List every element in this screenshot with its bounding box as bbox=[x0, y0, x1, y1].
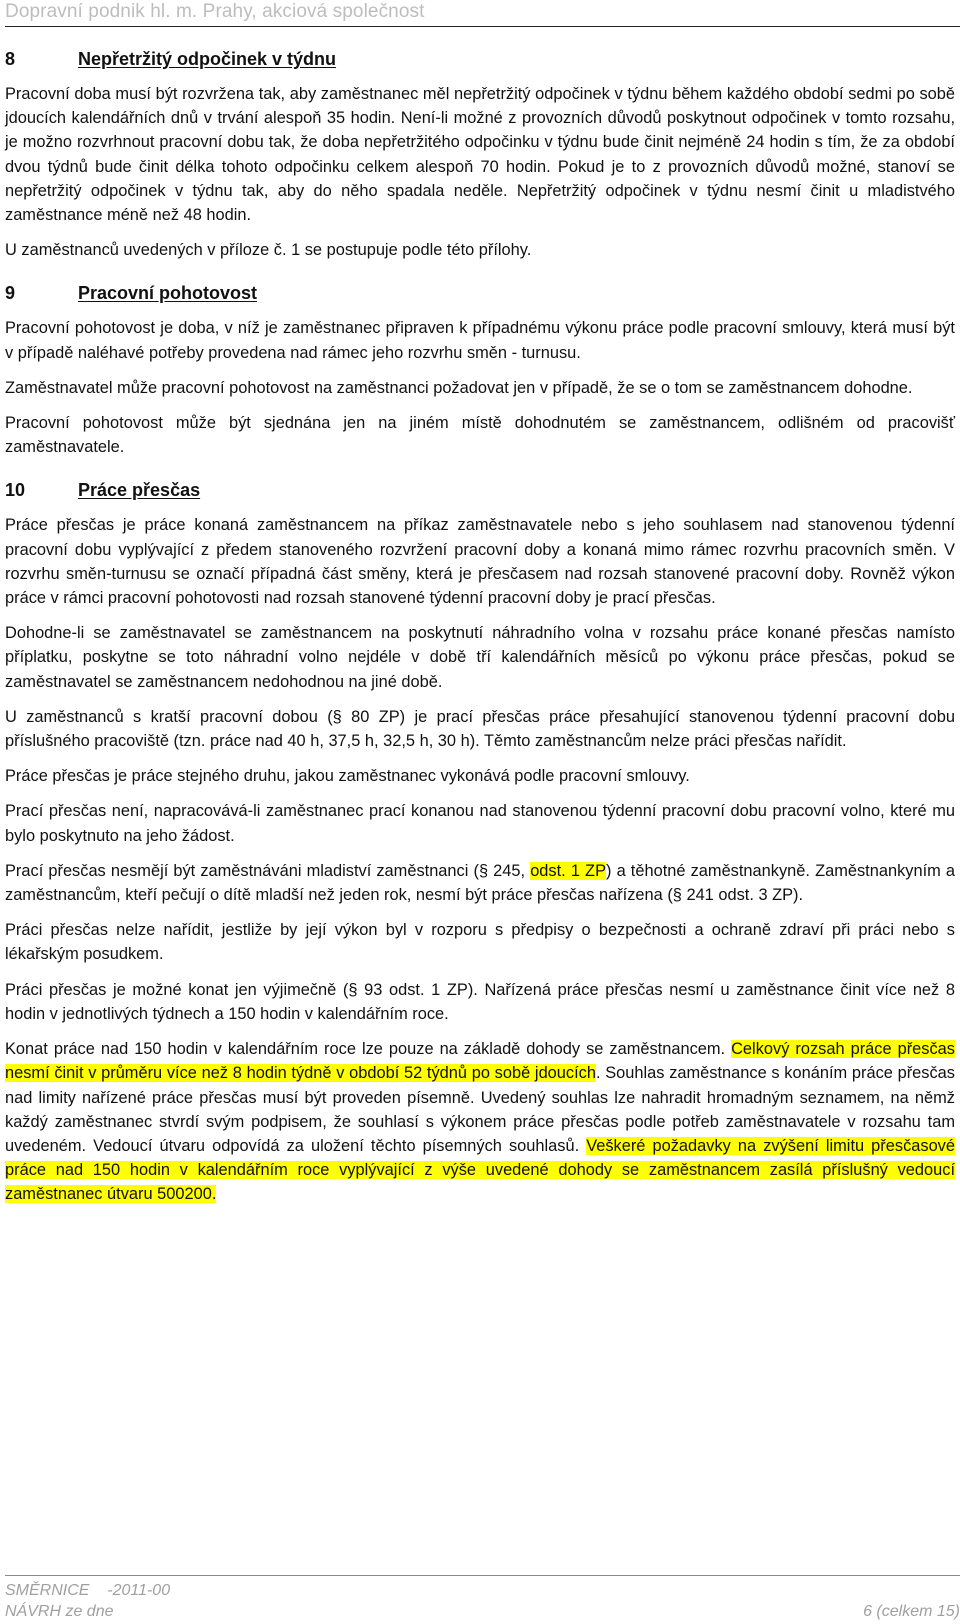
paragraph: Pracovní pohotovost je doba, v níž je zaměstnanec připraven k případnému výkonu práce podle pracovní smlouvy, která musí být v případě naléhavé potřeby provedena nad rámec jeho rozvrhu směn - turnusu. bbox=[5, 319, 955, 362]
section-heading-9 bbox=[5, 282, 955, 304]
document-body bbox=[5, 38, 955, 1218]
paragraph: Práci přesčas nelze nařídit, jestliže by její výkon byl v rozporu s předpisy o bezpečnosti a ochraně zdraví při práci nebo s lékařským posudkem. bbox=[5, 921, 955, 964]
paragraph: U zaměstnanců s kratší pracovní dobou (§ 80 ZP) je prací přesčas práce přesahující stanovenou týdenní pracovní dobu příslušného pracoviště (tzn. práce nad 40 h, 37,5 h, 32,5 h, 30 h). Těmto zaměstnancům nelze práci přesčas nařídit. bbox=[5, 707, 955, 751]
text-run: Prací přesčas nesmějí být zaměstnáváni mladiství zaměstnanci (§ 245, bbox=[5, 861, 531, 880]
paragraph: Pracovní doba musí být rozvržena tak, aby zaměstnanec měl nepřetržitý odpočinek v týdnu během každého období sedmi po sobě jdoucích kalendářních dnů v trvání alespoň 35 hodin. Není-li možné z provozních důvodů poskytnout odpočinek v tomto rozsahu, je možno rozvrhnout pracovní dobu tak, že doba nepřetržitého odpočinku v týdnu bude činit nejméně 24 hodin s tím, že za období dvou týdnů bude činit délka tohoto odpočinku celkem alespoň 70 hodin. Pokud je to z provozních důvodů možné, stanoví se nepřetržitý odpočinek v týdnu tak, aby do něho spadala neděle. Nepřetržitý odpočinek v týdnu nesmí činit u mladistvého zaměstnance méně než 48 hodin. bbox=[5, 85, 955, 225]
paragraph: Práci přesčas je možné konat jen výjimečně (§ 93 odst. 1 ZP). Nařízená práce přesčas nesmí u zaměstnance činit více než 8 hodin v jednotlivých týdnech a 150 hodin v kalendářním roce. bbox=[5, 980, 955, 1023]
paragraph: Pracovní pohotovost může být sjednána jen na jiném místě dohodnutém se zaměstnancem, odlišném od pracovišť zaměstnavatele. bbox=[5, 414, 955, 457]
page-footer bbox=[5, 1575, 960, 1624]
highlighted-text: odst. 1 ZP bbox=[530, 861, 607, 880]
section-number: 9 bbox=[5, 283, 16, 304]
text-run: . Souhlas zaměstnance s konáním práce přesčas nad limity nařízené práce přesčas musí být proveden písemně. Uvedený souhlas lze nahradit hromadným seznamem, na němž každý zaměstnanec stvrdí svým podpisem, že souhlasí s výkonem práce přesčas podle potřeb zaměstnavatele v rozsahu tam uvedeném. Vedoucí útvaru odpovídá za uložení těchto písemných souhlasů. bbox=[5, 1064, 955, 1155]
paragraph: Práce přesčas je práce konaná zaměstnancem na příkaz zaměstnavatele nebo s jeho souhlasem nad stanovenou týdenní pracovní dobu vyplývající z předem stanoveného rozvržení pracovní doby a konaná mimo rámec rozvrhu pracovních směn. V rozvrhu směn-turnusu se označí případná část směny, která je přesčasem nad rozsah stanovené pracovní doby. Rovněž výkon práce v rámci pracovní pohotovosti nad rozsah stanovené týdenní pracovní doby je prací přesčas. bbox=[5, 516, 955, 608]
footer-draft-date: NÁVRH ze dne bbox=[5, 1603, 114, 1620]
paragraph: Dohodne-li se zaměstnavatel se zaměstnancem na poskytnutí náhradního volna v rozsahu práce konané přesčas namísto příplatku, poskytne se toto náhradní volno nejdéle v době tří kalendářních měsíců po výkonu práce přesčas, pokud se zaměstnavatel se zaměstnancem nedohodnou na jiné době. bbox=[5, 624, 955, 691]
paragraph: Práce přesčas je práce stejného druhu, jakou zaměstnanec vykonává podle pracovní smlouvy. bbox=[5, 767, 690, 786]
header-divider bbox=[5, 26, 960, 27]
footer-divider bbox=[5, 1575, 960, 1576]
section-heading-8 bbox=[5, 48, 955, 70]
section-title: Nepřetržitý odpočinek v týdnu bbox=[78, 49, 337, 69]
section-number: 8 bbox=[5, 49, 16, 69]
paragraph: Zaměstnavatel může pracovní pohotovost na zaměstnanci požadovat jen v případě, že se o tom se zaměstnancem dohodne. bbox=[5, 378, 913, 397]
paragraph: Prací přesčas není, napracovává-li zaměstnanec prací konanou nad stanovenou týdenní pracovní dobu pracovní volno, které mu bylo poskytnuto na jeho žádost. bbox=[5, 802, 955, 845]
header-title: Dopravní podnik hl. m. Prahy, akciová společnost bbox=[5, 1, 425, 22]
footer-page-number: 6 (celkem 15) bbox=[863, 1603, 960, 1620]
text-run: Konat práce nad 150 hodin v kalendářním roce lze pouze na základě dohody se zaměstnancem. bbox=[5, 1040, 732, 1059]
text-run: ) a těhotné zaměstnankyně. Zaměstnankyním a zaměstnancům, kteří pečují o dítě mladší než jeden rok, nesmí být práce přesčas nařízena (§ 241 odst. 3 ZP). bbox=[5, 861, 956, 905]
highlighted-text: Celkový rozsah práce přesčas nesmí činit v průměru více než 8 hodin týdně v období 52 týdnů po sobě jdoucích bbox=[5, 1040, 955, 1083]
highlighted-text: Veškeré požadavky na zvýšení limitu přesčasové práce nad 150 hodin v kalendářním roce vyplývající z výše uvedené dohody se zaměstnancem zasílá příslušný vedoucí zaměstnanec útvaru 500200. bbox=[5, 1136, 955, 1204]
section-title: Pracovní pohotovost bbox=[78, 283, 258, 304]
section-heading-10 bbox=[5, 479, 955, 501]
footer-document-id: SMĚRNICE -2011-00 bbox=[5, 1582, 171, 1599]
paragraph-highlighted bbox=[5, 1037, 955, 1206]
paragraph-highlighted bbox=[5, 859, 955, 907]
section-number: 10 bbox=[5, 480, 26, 501]
paragraph: U zaměstnanců uvedených v příloze č. 1 se postupuje podle této přílohy. bbox=[5, 241, 532, 260]
page-header bbox=[5, 0, 955, 29]
section-title: Práce přesčas bbox=[78, 480, 201, 501]
